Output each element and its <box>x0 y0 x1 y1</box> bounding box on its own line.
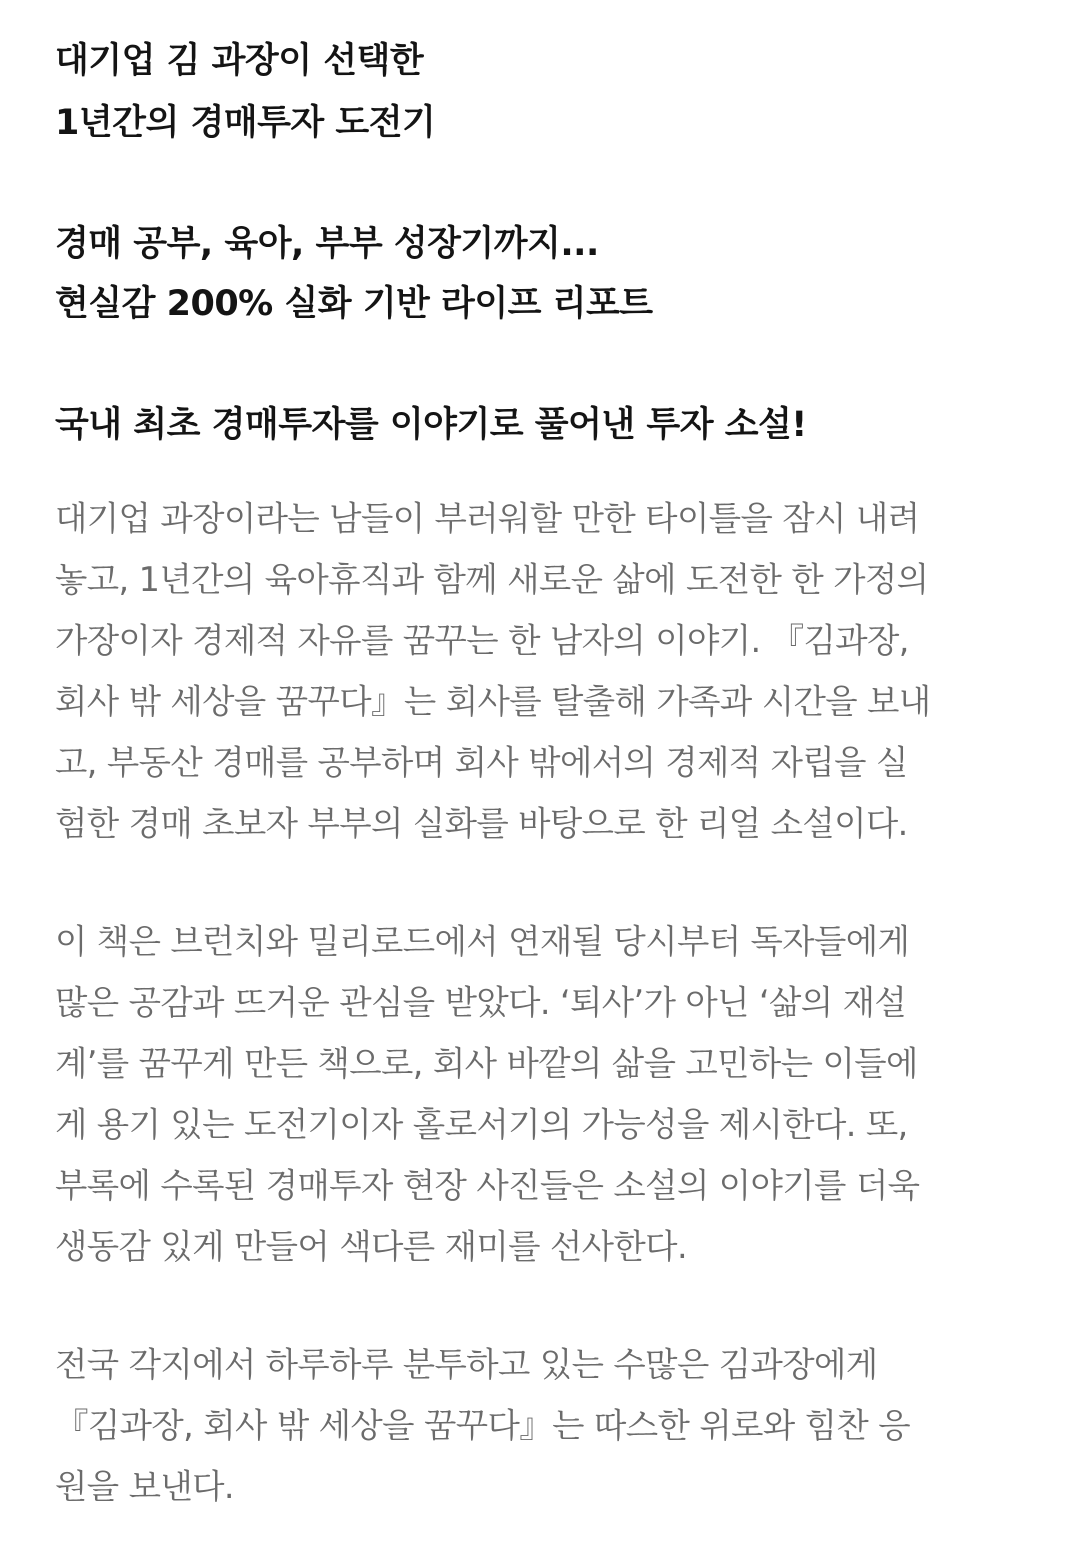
paragraph-line: 회사 밖 세상을 꿈꾸다』는 회사를 탈출해 가족과 시간을 보내 <box>55 682 931 721</box>
paragraph-line: 원을 보낸다. <box>55 1467 234 1506</box>
paragraph-line: 『김과장, 회사 밖 세상을 꿈꾸다』는 따스한 위로와 힘찬 응 <box>55 1406 910 1445</box>
paragraph-line: 험한 경매 초보자 부부의 실화를 바탕으로 한 리얼 소설이다. <box>55 804 908 843</box>
paragraph-line: 계’를 꿈꾸게 만든 책으로, 회사 바깥의 삶을 고민하는 이들에 <box>55 1044 918 1083</box>
paragraph-line: 생동감 있게 만들어 색다른 재미를 선사한다. <box>55 1227 687 1266</box>
headline-line-4: 현실감 200% 실화 기반 라이프 리포트 <box>55 284 653 324</box>
paragraph-line: 게 용기 있는 도전기이자 홀로서기의 가능성을 제시한다. 또, <box>55 1105 908 1144</box>
paragraph-closing <box>55 1334 1045 1517</box>
paragraph-reception <box>55 911 1045 1277</box>
headline-line-1: 대기업 김 과장이 선택한 <box>55 41 424 81</box>
paragraph-line: 고, 부동산 경매를 공부하며 회사 밖에서의 경제적 자립을 실 <box>55 743 908 782</box>
paragraph-intro <box>55 488 1045 854</box>
headline-line-3: 경매 공부, 육아, 부부 성장기까지... <box>55 224 599 264</box>
paragraph-line: 이 책은 브런치와 밀리로드에서 연재될 당시부터 독자들에게 <box>55 922 910 961</box>
paragraph-line: 가장이자 경제적 자유를 꿈꾸는 한 남자의 이야기. 『김과장, <box>55 621 909 660</box>
paragraph-line: 놓고, 1년간의 육아휴직과 함께 새로운 삶에 도전한 한 가정의 <box>55 560 929 599</box>
headline-line-5: 국내 최초 경매투자를 이야기로 풀어낸 투자 소설! <box>55 405 807 445</box>
headline-line-2: 1년간의 경매투자 도전기 <box>55 103 436 143</box>
paragraph-line: 부록에 수록된 경매투자 현장 사진들은 소설의 이야기를 더욱 <box>55 1166 920 1205</box>
paragraph-line: 많은 공감과 뜨거운 관심을 받았다. ‘퇴사’가 아닌 ‘삶의 재설 <box>55 983 907 1022</box>
paragraph-line: 전국 각지에서 하루하루 분투하고 있는 수많은 김과장에게 <box>55 1345 878 1384</box>
paragraph-line: 대기업 과장이라는 남들이 부러워할 만한 타이틀을 잠시 내려 <box>55 499 920 538</box>
